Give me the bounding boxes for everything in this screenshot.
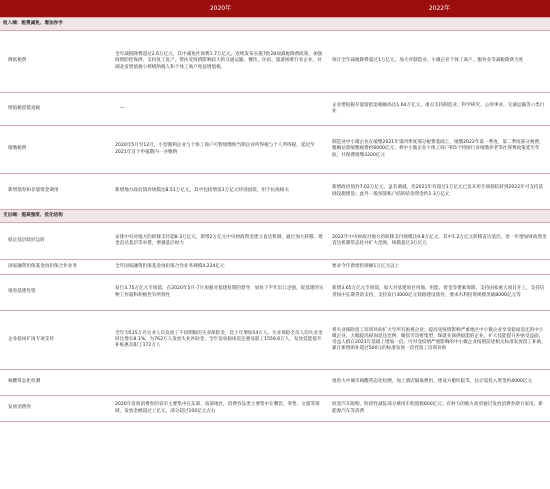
cell-2022: 将失业保险留工培训补助扩大至所有困难企业；提高受疫情影响严重地区中小微企业享受稳岗返还的中小微企业，大幅提高稳岗返还比例，聚焦劳动密集型、保就业保供稳能的企业，扩大技能提升补贴受益面，受益人群在2021年基础上增加一倍。可对受疫情严重影响的中小微企业按照前述相关标准发放留工补助，累计新增助补超过500元的标准发放一次性留工培训补助	[329, 311, 550, 370]
table-row	[0, 174, 550, 210]
cell-2022: 制造业中小微企业在缓缴2021年第四季度部分税费基础上，缓缴2022年第一季度、第二季度部分税费，粗略估算缓缴税费约6000亿元；将中小微企业个体工商户和5个特困行业缓缴养老等社保费政策延至年底，社保费缓缴3200亿元	[329, 126, 550, 174]
row-label: 新增债券和存量资金调用	[0, 174, 112, 210]
row-label: 核酸常态化检测	[0, 370, 112, 396]
cell-2022: 要求今年新增担保额1万亿元以上	[329, 260, 550, 275]
table-row	[0, 223, 550, 260]
cell-2020: 2020年发放消费券的省市主要集中在东部、南部地区，消费券品类主要集中在餐饮、零售、文旅等领域，发放金额超过上亿元，部分超过100亿元左右	[112, 396, 329, 422]
header-year-2020: 2020年	[112, 0, 329, 18]
cell-2020	[112, 370, 329, 396]
section-header-revenue	[0, 18, 550, 31]
table-row	[0, 275, 550, 311]
table-row	[0, 93, 550, 126]
cell-2022: 新增3.65万亿元专项债，加大对基建项目用地、用能、资金等要素保障，支持国家重大项目开工，支持信贷按中长期贷款支持，支持发行3000亿元铁路建设债券，要求水利投资规模突破8000亿元等	[329, 275, 550, 311]
row-label: 稳定基层政府运转	[0, 223, 112, 260]
cell-2020: 全年减税降费超过2.6万亿元，其中减免社保费1.7万亿元。连续发布实施7批28项减税降费政策，加强疫情防控保供、支持复工复产，帮扶受疫情影响较大的交通运输、餐饮、住宿、旅游困难行业企业，对湖北省增值税小规模纳税人和个体工商户免征增值税。	[112, 31, 329, 93]
cell-2020: 安排中央对地方的转移支付超8.3万亿元，新增2万亿元中央财政资金建立直达机制，通过加大转移、资金直达基层等举措，增强基层财力	[112, 223, 329, 260]
cell-2020: 2020年5月至12月，小型微利企业与个体工商户可暂缓缴纳当期企业所得税与个人所得税，延迟至2021年首个申报期内一并缴纳	[112, 126, 329, 174]
cell-2022: 企业增值税存量留抵退税额高达1.64万亿元，重点支持制造业、科学研究、公用事业、交通运输等六类行业	[329, 93, 550, 126]
table-row	[0, 396, 550, 422]
cell-2020: 新增地方政府债券规模达8.51万亿元，其中包括增发1万亿元特别国债，用于抗疫相关	[112, 174, 329, 210]
cell-2020: 全年国家融资担保基金再担保合作业务规模4.224亿元	[112, 260, 329, 275]
header-year-2022: 2022年	[329, 0, 550, 18]
cell-2020: —	[112, 93, 329, 126]
row-label: 发放消费券	[0, 396, 112, 422]
table-row	[0, 311, 550, 370]
cell-2020: 发行3.75万亿元专项债，在2020年5月-7月加强对基建投资的督导，加快下半年出口走强，促基建的实物工作量和积极性有所拆性	[112, 275, 329, 311]
row-label: 国家融资担保基金再担保合作业务	[0, 260, 112, 275]
row-label: 增值税留抵退税	[0, 93, 112, 126]
table-row	[0, 260, 550, 275]
cell-2022: 放宽汽车限购，阶段性减征部分乘用车购置税600亿元；有财力的地方政府通过发放消费券助力家电、新能源汽车等消费	[329, 396, 550, 422]
cell-2022: 2022年中央财政对地方的转移支付规模达9.8万亿元，其中1.2万亿元转移直达基层，进一步增加财政资金直达机制常态化并扩大范围，规模超过3万亿元	[329, 223, 550, 260]
row-label: 缓缴税费	[0, 126, 112, 174]
header-col1	[0, 0, 112, 18]
cell-2022: 新增政府债券7.02万亿元，虽有调减，但2021年有超过1万亿元已发未用专项债结转到2022年可支持基础设施建设；此外一般预算账户结转结余资金约1.3万亿元	[329, 174, 550, 210]
section-title: 收入端：税费减免、增加赤字	[0, 18, 550, 31]
table-row	[0, 370, 550, 396]
section-title: 支出端：提高强度、优化结构	[0, 210, 550, 223]
table-header-row	[0, 0, 550, 18]
table-row	[0, 31, 550, 93]
table-row	[0, 126, 550, 174]
section-header-expenditure	[0, 210, 550, 223]
cell-2022: 推进大中城市核酸常态化检测，加上酒店隔离费用、建设方舱医院等，估计需投入资金约4000亿元	[329, 370, 550, 396]
cell-2020: 全年为515万名失业人员发放了不同期限的失业保险金，比上年增加54万人。失业保险全员人均失业金同比增长8.1%，为762万人发放失业补助金，全年发放稳岗返还惠及职工1559.6万人，发放技能提升补贴惠及职工172万人	[112, 311, 329, 370]
row-label: 推进基建投资	[0, 275, 112, 311]
row-label: 降低税费	[0, 31, 112, 93]
cell-2022: 预计全年减税降费超过1万亿元，加大对制造业、小微企业个体工商户、服务业等减税降费力度	[329, 31, 550, 93]
row-label: 企业稳岗扩岗专项支持	[0, 311, 112, 370]
